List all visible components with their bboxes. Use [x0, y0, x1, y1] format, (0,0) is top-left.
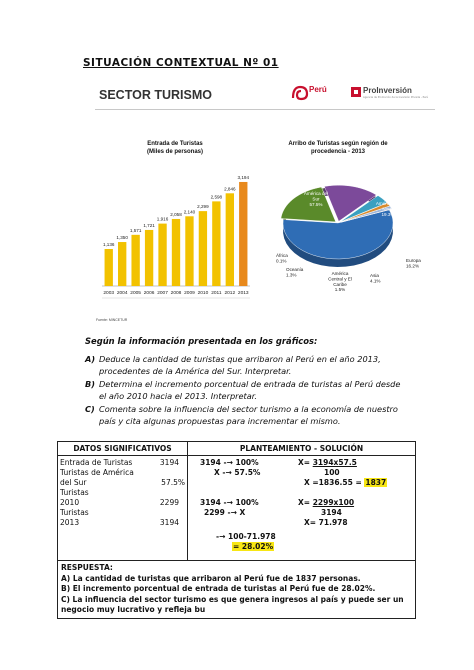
bar-2009 [185, 216, 193, 286]
data-row: Entrada de Turistas 3194 [60, 458, 179, 467]
bar-value-label: 2,140 [183, 209, 196, 215]
sol-a-line2: X -→ 57.5% [214, 468, 261, 477]
bar-2003 [105, 249, 113, 286]
sol-b-x3: X= 71.978 [304, 518, 348, 527]
bar-value-label: 2,598 [210, 194, 223, 200]
pie-label: 57.5% [309, 201, 323, 207]
data-row: Turistas 2010 2299 [60, 488, 179, 507]
pie-label: Central y El [328, 276, 352, 282]
bar-2006 [145, 230, 153, 286]
question-b: B) Determina el incremento porcentual de entrada de turistas al Perú desde el año 2010 hacia el 2013. Interpretar. [85, 379, 401, 401]
bar-category-label: 2011 [211, 291, 222, 296]
sol-b-line2: 2299 -→ X [204, 508, 246, 517]
pie-chart-title: Arribo de Turistas según región de procedencia - 2013 [288, 141, 388, 155]
bar-category-label: 2005 [130, 291, 141, 296]
pie-label: Asia [370, 273, 379, 278]
pie-label: América del [375, 201, 401, 206]
bar-value-label: 1,571 [129, 227, 142, 233]
solution-table [57, 441, 416, 619]
bar-category-label: 2010 [197, 291, 209, 296]
sol-b-line1: 3194 -→ 100% [200, 498, 259, 507]
pie-label: África [276, 253, 288, 258]
proinversion-logo-text: ProInversión [363, 86, 412, 95]
answer-b: B) El incremento porcentual de entrada de turistas al Perú fue de 28.02%. [61, 584, 376, 593]
pie-label: 1.5% [334, 287, 346, 293]
bar-2013 [239, 182, 247, 286]
sol-b-result-wrap [232, 542, 274, 552]
pie-label: Norte [382, 206, 394, 212]
data-row: Turistas de América del Sur 57.5% [60, 468, 185, 487]
bar-2007 [158, 224, 166, 286]
question-a: A) Deduce la cantidad de turistas que arribaron al Perú en el año 2013, procedentes de la América del Sur. Interpretar. [85, 354, 381, 376]
sol-a-x2: 100 [324, 468, 340, 477]
solution-cell [188, 456, 416, 561]
bar-value-label: 1,721 [143, 222, 155, 228]
bar-2008 [172, 219, 180, 286]
pie-label: Oceanía [286, 267, 304, 272]
bar-2012 [226, 193, 234, 286]
proinversion-logo-icon [350, 86, 362, 98]
peru-logo-icon [290, 84, 310, 104]
bar-chart [96, 158, 256, 304]
answer-heading: RESPUESTA: [61, 563, 113, 572]
bar-2011 [212, 201, 220, 286]
bar-category-label: 2009 [184, 291, 195, 296]
table-header-solution: PLANTEAMIENTO - SOLUCIÓN [188, 442, 416, 456]
sol-b-line3: -→ 100-71.978 [216, 532, 276, 541]
sol-b-x2: 3194 [321, 508, 342, 517]
proinversion-subtitle: Agencia de Promoción de la Inversión Privada - Perú [363, 96, 429, 99]
data-row: Turistas 2013 3194 [60, 508, 179, 527]
pie-label: 19.3% [381, 211, 395, 217]
banner-divider [95, 109, 435, 110]
pie-label: 1.3% [286, 272, 297, 278]
data-cell [58, 456, 188, 561]
sol-a-line1: 3194 -→ 100% [200, 458, 259, 467]
bar-category-label: 2004 [116, 291, 128, 296]
sol-a-result: 1837 [365, 478, 387, 487]
pie-label: América del [303, 191, 329, 196]
bar-category-label: 2013 [237, 291, 249, 296]
bar-value-label: 1,350 [116, 235, 128, 241]
sol-b-x1: X= 2299x100 [298, 498, 355, 507]
question-c: C) Comenta sobre la influencia del sector turismo a la economía de nuestro país y cita algunas propuestas para incrementar el mismo. [85, 404, 398, 426]
intro-text: Según la información presentada en los gráficos: [85, 336, 318, 346]
peru-logo-text: Perú [309, 85, 327, 94]
sol-b-result: = 28.02% [233, 542, 274, 551]
pie-chart [268, 165, 428, 300]
bar-value-label: 3,194 [237, 174, 250, 180]
bar-chart-title: Entrada de Turistas (Miles de personas) [146, 141, 203, 155]
pie-label: 0.1% [276, 258, 287, 264]
bar-value-label: 2,058 [170, 211, 182, 217]
pie-label: 16.2% [406, 263, 420, 269]
answer-cell [58, 561, 416, 619]
answer-c: C) La influencia del sector turismo es que genera ingresos al país y puede ser un negocio muy lucrativo y refleja bu [61, 594, 404, 614]
bar-2005 [131, 235, 139, 286]
bar-value-label: 2,299 [197, 204, 209, 210]
pie-label: América [331, 271, 349, 276]
sol-a-x3: X =1836.55 = 1837 [304, 478, 387, 487]
bar-value-label: 1,136 [102, 241, 115, 247]
bar-category-label: 2003 [103, 291, 115, 296]
answer-a: A) La cantidad de turistas que arribaron al Perú fue de 1837 personas. [61, 573, 361, 583]
document-title: SITUACIÓN CONTEXTUAL Nº 01 [83, 57, 279, 69]
bar-category-label: 2008 [170, 291, 182, 296]
sol-a-x1: X= 3194x57.5 [298, 458, 357, 467]
bar-value-label: 1,916 [156, 216, 169, 222]
pie-label: Europa [406, 258, 421, 263]
bar-category-label: 2007 [157, 291, 168, 296]
bar-2010 [199, 211, 207, 286]
chart-source: Fuente: MINCETUR [96, 318, 128, 322]
pie-label: Caribe [333, 281, 347, 287]
bar-category-label: 2012 [224, 291, 236, 296]
question-list [85, 354, 405, 429]
bar-value-label: 2,846 [224, 186, 236, 192]
bar-category-label: 2006 [143, 291, 155, 296]
banner-heading: SECTOR TURISMO [99, 88, 212, 102]
pie-label: Sur [312, 196, 320, 202]
bar-2004 [118, 242, 126, 286]
table-header-data: DATOS SIGNIFICATIVOS [58, 442, 188, 456]
pie-label: 4.1% [370, 278, 381, 284]
